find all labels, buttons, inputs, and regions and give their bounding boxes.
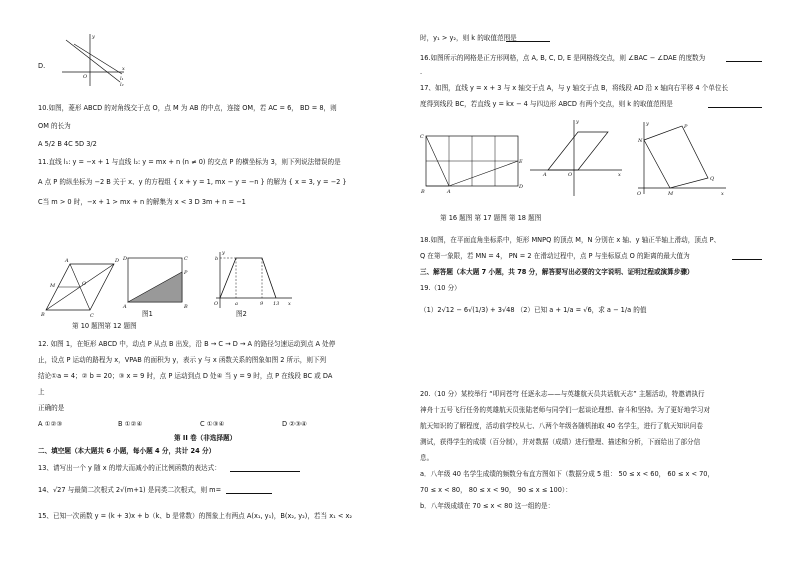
q12-line4: 上 [38, 388, 45, 396]
right-fig-caption: 第 16 题图 第 17 题图 第 18 题图 [440, 214, 542, 222]
fig-label: y [646, 121, 649, 127]
q12-line3: 结论①a = 4；② b = 20；③ x = 9 时，点 P 运动到点 D 处④ 当 y = 9 时，点 P 在线段 BC 或 DA [38, 372, 333, 380]
q10-options: A 5/2 B 4C 5D 3/2 [38, 140, 97, 148]
fig-label: A [447, 189, 451, 195]
fig-label: C [90, 313, 94, 319]
fig1-label: 图1 [142, 310, 153, 318]
fig-label: M [50, 283, 56, 289]
line-l2 [74, 44, 122, 74]
fig-label: O [637, 191, 642, 197]
q19-parts: （1）2√12 − 6√(1/3) + 3√48 （2）已知 a + 1/a = √6，求 a − 1/a 的值 [420, 306, 647, 314]
q18-line2: Q 在第一象限，若 MN = 4， PN = 2 在滑动过程中，点 P 与坐标原点 O 的距离的最大值为 [420, 252, 690, 260]
q20-line2: 神舟十五号飞行任务的英雄航天员张陆老师与同学们一起谈论理想、奋斗和坚持。为了更好地学习对 [420, 406, 711, 414]
q12-line1: 12. 如图 1，在矩形 ABCD 中，动点 P 从点 B 出发，沿 B → C → D → A 的路径匀速运动到点 A 处停 [38, 340, 336, 348]
fig-label: A [123, 304, 127, 310]
fig-label: D [123, 256, 128, 262]
q15-answer-blank [506, 41, 550, 42]
fig-label: D [115, 258, 120, 264]
fig-label: b [215, 256, 219, 262]
section3-title: 三、解答题（本大题 7 小题，共 78 分，解答要写出必要的文字说明、证明过程或演算步骤） [420, 268, 694, 276]
q10-line1: 10.如图，菱形 ABCD 的对角线交于点 O，点 M 为 AB 的中点，连接 OM，若 AC = 6， BD = 8，则 [38, 104, 337, 112]
graph-figure-17 [528, 118, 624, 198]
fig-label: Q [710, 176, 715, 182]
q11-line1: 11.直线 l₁: y = −x + 1 与直线 l₂: y = mx + n (n ≠ 0) 的交点 P 的横坐标为 3，则下列说法错误的是 [38, 158, 341, 166]
fig-label: x [288, 301, 291, 307]
fig-label: 13 [273, 301, 280, 307]
fig-label: A [543, 172, 547, 178]
q16-answer-blank [726, 61, 762, 62]
fig-label: x [122, 66, 125, 72]
q16-dot: . [420, 68, 423, 76]
fig-label: P [184, 270, 188, 276]
fig-label: y [576, 119, 579, 125]
q13-answer-blank [230, 471, 300, 472]
topleft-line-graph [58, 30, 128, 88]
q20-line1: 20.（10 分）某校举行 “叩问苍穹 任逐永志——与英雄航天员共话航天志” 主题活动，特邀请执行 [420, 390, 705, 398]
fig-label: l₂ [120, 82, 124, 88]
q15-continuation: 时，y₁ > y₂，则 k 的取值范围是 [420, 34, 517, 42]
q12-option-b: B ①②④ [118, 420, 143, 428]
q20-line5: 息。 [420, 454, 434, 462]
fig-label: y [92, 34, 95, 40]
fig-label: x [618, 172, 621, 178]
graph-figure-2 [206, 250, 294, 310]
fig2-label: 图2 [236, 310, 247, 318]
graph-figure-18 [628, 120, 728, 196]
fig-label: l₁ [120, 76, 124, 82]
fig-label: 9 [260, 301, 264, 307]
fig-label: O [83, 74, 88, 80]
q20-b: b．八年级成绩在 70 ≤ x < 80 这一组的是： [420, 502, 555, 510]
section2-fill-heading: 二、填空题（本大题共 6 小题，每小题 4 分，共计 24 分） [38, 447, 216, 455]
q20-line4: 测试，获得学生的成绩（百分制），并对数据（成绩）进行整理、描述和分析，下面给出了部分信 [420, 438, 701, 446]
q19: 19.（10 分） [420, 284, 461, 292]
fig-label: E [519, 159, 523, 165]
q13: 13、请写出一个 y 随 x 的增大而减小的正比例函数的表达式： [38, 464, 221, 472]
fig-label: O [82, 281, 87, 287]
fig-label: P [684, 124, 688, 130]
rectangle-figure-1 [122, 254, 188, 310]
fig-label: C [184, 256, 188, 262]
fig-label: B [421, 189, 425, 195]
q17-line2: 度得到线段 BC，若直线 y = kx − 4 与四边形 ABCD 有两个交点，则 k 的取值范围是 [420, 100, 673, 108]
left-fig-caption: 第 10 题图第 12 题图 [72, 322, 137, 330]
q18-line1: 18.如图，在平面直角坐标系中，矩形 MNPQ 的顶点 M，N 分别在 x 轴、y 轴正半轴上滑动，顶点 P、 [420, 236, 721, 244]
fig-label: B [41, 312, 45, 318]
q10-line2: OM 的长为 [38, 122, 71, 130]
q12-option-a: A ①②③ [38, 420, 63, 428]
fig-label: A [65, 258, 69, 264]
q12-option-c: C ①③④ [200, 420, 225, 428]
fig-label: D [519, 184, 524, 190]
option-d-label: D. [38, 62, 46, 70]
fig-label: a [235, 301, 238, 307]
q11-line2: A 点 P 的纵坐标为 −2 B 关于 x、y 的方程组 { x + y = 1, mx − y = −n } 的解为 { x = 3, y = −2 } [38, 178, 347, 186]
fig-label: M [668, 191, 674, 197]
rhombus-figure [40, 254, 120, 320]
q17-line1: 17、如图，直线 y = x + 3 与 x 轴交于点 A，与 y 轴交于点 B，将线段 AD 沿 x 轴向右平移 4 个单位长 [420, 84, 729, 92]
q20-a-line2: 70 ≤ x < 80， 80 ≤ x < 90， 90 ≤ x ≤ 100）： [420, 486, 572, 494]
fig-label: B [184, 304, 188, 310]
fig-label: C [420, 134, 424, 140]
q12-line2: 止，设点 P 运动的路程为 x，VPAB 的面积为 y，表示 y 与 x 函数关系的图象如图 2 所示，则下列 [38, 356, 327, 364]
section2-title: 第 II 卷（非选择题） [174, 434, 237, 442]
q18-answer-blank [732, 259, 762, 260]
q12-option-d: D ②③④ [282, 420, 307, 428]
q20-line3: 航天知识的了解程度，活动前学校从七、八两个年级各随机抽取 40 名学生，进行了航天知识问卷 [420, 422, 703, 430]
fig-label: N [638, 138, 643, 144]
q14: 14、√27 与最简二次根式 2√(m+1) 是同类二次根式，则 m= [38, 486, 222, 494]
line-l1 [66, 40, 120, 82]
q17-answer-blank [708, 107, 762, 108]
grid-figure-16 [420, 130, 524, 194]
q20-a-line1: a．八年级 40 名学生成绩的频数分布直方图如下（数据分成 5 组： 50 ≤ x < 60， 60 ≤ x < 70， [420, 470, 715, 478]
q14-answer-blank [226, 493, 272, 494]
q11-line3: C当 m > 0 时，−x + 1 > mx + n 的解集为 x < 3 D 3m + n = −1 [38, 198, 246, 206]
fig-label: O [568, 172, 573, 178]
fig-label: y [222, 250, 225, 256]
q15: 15、已知一次函数 y = (k + 3)x + b（k、b 是常数）的图象上有两点 A(x₁, y₁)，B(x₂, y₂)，若当 x₁ < x₂ [38, 512, 353, 520]
fig-label: x [721, 191, 724, 197]
fig-label: O [214, 301, 219, 307]
q16: 16.如图所示的网格是正方形网格，点 A, B, C, D, E 是网格线交点，则 ∠BAC − ∠DAE 的度数为 [420, 54, 706, 62]
q12-line5: 正确的是 [38, 404, 65, 412]
